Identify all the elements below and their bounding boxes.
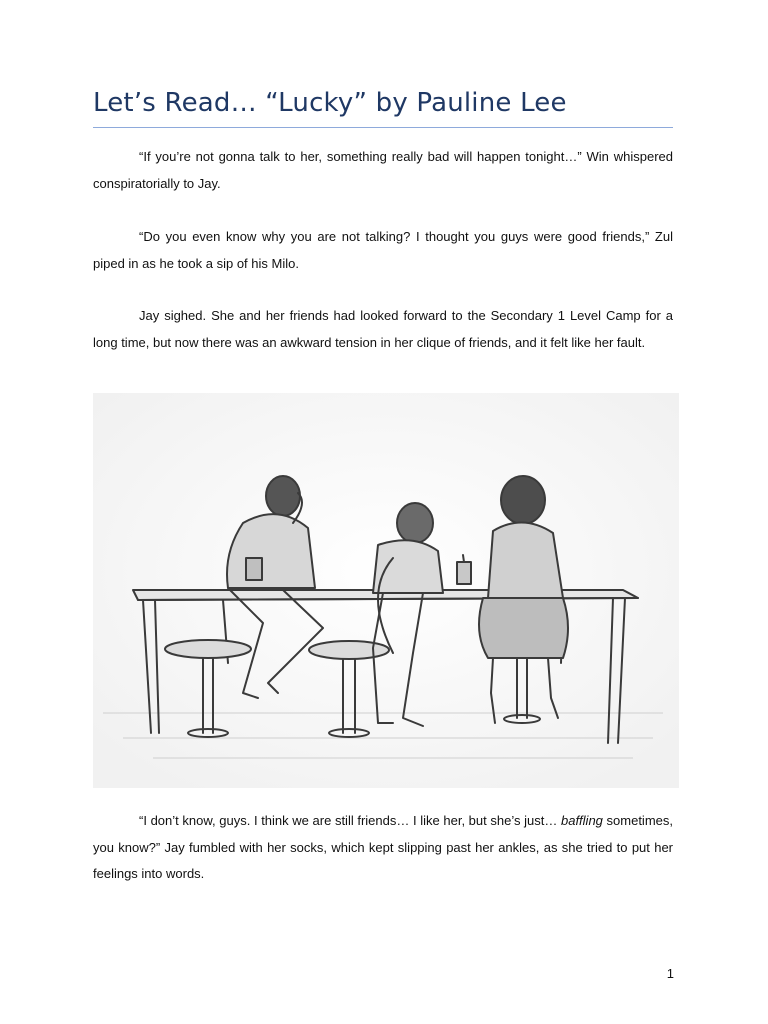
- page-title: Let’s Read… “Lucky” by Pauline Lee: [93, 88, 567, 118]
- emphasized-word: baffling: [560, 813, 603, 828]
- page-number: 1: [666, 966, 674, 981]
- paragraph-4-end: sometimes, you know?” Jay fumbled with her socks, which kept slipping past her ankles, as she tried to put her feelings into words.: [93, 813, 673, 881]
- paragraph-2: “Do you even know why you are not talking? I thought you guys were good friends,” Zul piped in as he took a sip of his Milo.: [93, 229, 673, 271]
- paragraph-3: Jay sighed. She and her friends had looked forward to the Secondary 1 Level Camp for a long time, but now there was an awkward tension in her clique of friends, and it felt like her fault.: [93, 308, 673, 350]
- title-underline: [93, 127, 673, 128]
- paragraph-4: [93, 808, 673, 888]
- paragraph-1: “If you’re not gonna talk to her, something really bad will happen tonight…” Win whispered conspiratorially to Jay.: [93, 149, 673, 191]
- paragraph-4-start: “I don’t know, guys. I think we are still friends… I like her, but she’s just…: [139, 813, 561, 828]
- story-illustration: [93, 393, 679, 788]
